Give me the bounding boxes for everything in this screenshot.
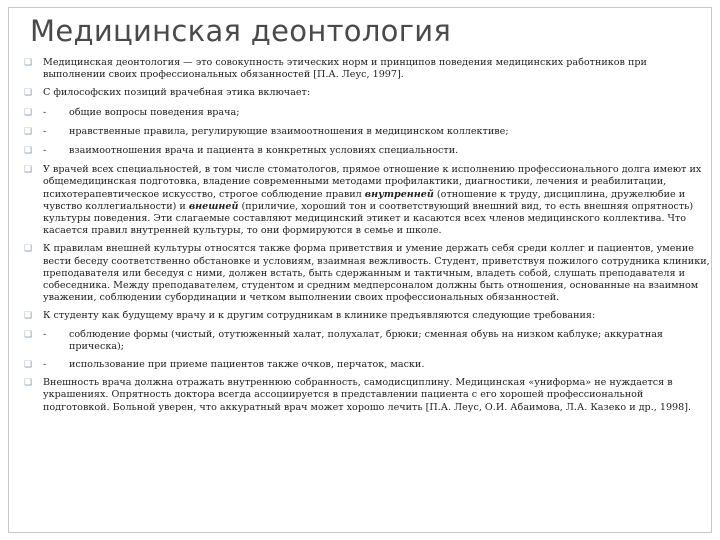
list-item: ❑ Внешность врача должна отражать внутреннюю собранность, самодисциплину. Медицинская «униформа» не нуждается в украшениях. Опрятность доктора всегда ассоциируется в представлении пациента с его хорошей профессиональной подготовкой. Больной уверен, что аккуратный врач может хорошо лечить [П.А. Леус, О.И. Абаимова, Л.А. Казеко и др., 1998]. [24,377,692,413]
list-item: ❑ - взаимоотношения врача и пациента в конкретных условиях специальности. [24,145,459,157]
box-bullet-icon: ❑ [24,58,33,68]
list-item: ❑ К правилам внешней культуры относятся также форма приветствия и умение держать себя среди коллег и пациентов, умение вести беседу соответственно обстановке и условиям, взаимная вежливость. Студент, приветствуя пожилого сотрудника клиники, преподавателя или беседуя с ними, должен встать, быть сдержанным и тактичным, владеть собой, слушать преподавателя и собеседника. Между преподавателем, студентом и средним медперсоналом должны быть отношения, основанные на взаимном уважении, соблюдении субординации и четком выполнении своих профессиональных обязанностей. [24,243,710,304]
dash-marker: - [43,359,47,371]
box-bullet-icon: ❑ [24,244,33,255]
box-bullet-icon: ❑ [24,360,33,371]
box-bullet-icon: ❑ [24,311,33,322]
slide-title: Медицинская деонтология [30,14,452,48]
list-item: ❑ У врачей всех специальностей, в том числе стоматологов, прямое отношение к исполнению профессионального долга имеют их общемедицинская подготовка, владение современными методами профилактики, диагностики, лечения и реабилитации, психотерапевтическое искусство, строгое соблюдение правил внутренней (отношение к труду, дисциплина, дружелюбие и чувство коллегиальности) и внешней (приличие, хороший тон и соответствующий внешний вид, то есть внешняя опрятность) культуры поведения. Эти слагаемые составляют медицинский этикет и касаются всех членов медицинского коллектива. Что касается правил внутренней культуры, то они формируются в семье и школе. [24,164,702,237]
list-item: ❑ - нравственные правила, регулирующие взаимоотношения в медицинском коллективе; [24,125,509,137]
box-bullet-icon: ❑ [24,107,33,118]
dash-marker: - [43,106,47,118]
emphasis-external: внешней [188,200,239,212]
list-item: ❑ - использование при приеме пациентов также очков, перчаток, маски. [24,359,425,371]
box-bullet-icon: ❑ [24,165,33,176]
list-item: ❑ С философских позиций врачебная этика включает: [24,87,311,99]
box-bullet-icon: ❑ [24,329,33,340]
bullet-list [24,57,712,414]
box-bullet-icon: ❑ [24,378,33,389]
list-item: ❑ К студенту как будущему врачу и к другим сотрудникам в клинике предъявляются следующие требования: [24,310,596,322]
dash-marker: - [43,145,47,157]
box-bullet-icon: ❑ [24,88,33,99]
list-item: ❑ - соблюдение формы (чистый, отутюженный халат, полухалат, брюки; сменная обувь на низком каблуке; аккуратная прическа); [24,328,663,352]
dash-marker: - [43,328,47,340]
list-item: ❑ - общие вопросы поведения врача; [24,106,240,118]
box-bullet-icon: ❑ [24,126,33,137]
list-item: ❑ Медицинская деонтология — это совокупность этических норм и принципов поведения медицинских работников при выполнении своих профессиональных обязанностей [П.А. Леус, 1997]. [24,57,647,81]
emphasis-internal: внутренней [364,188,434,200]
dash-marker: - [43,125,47,137]
box-bullet-icon: ❑ [24,146,33,157]
